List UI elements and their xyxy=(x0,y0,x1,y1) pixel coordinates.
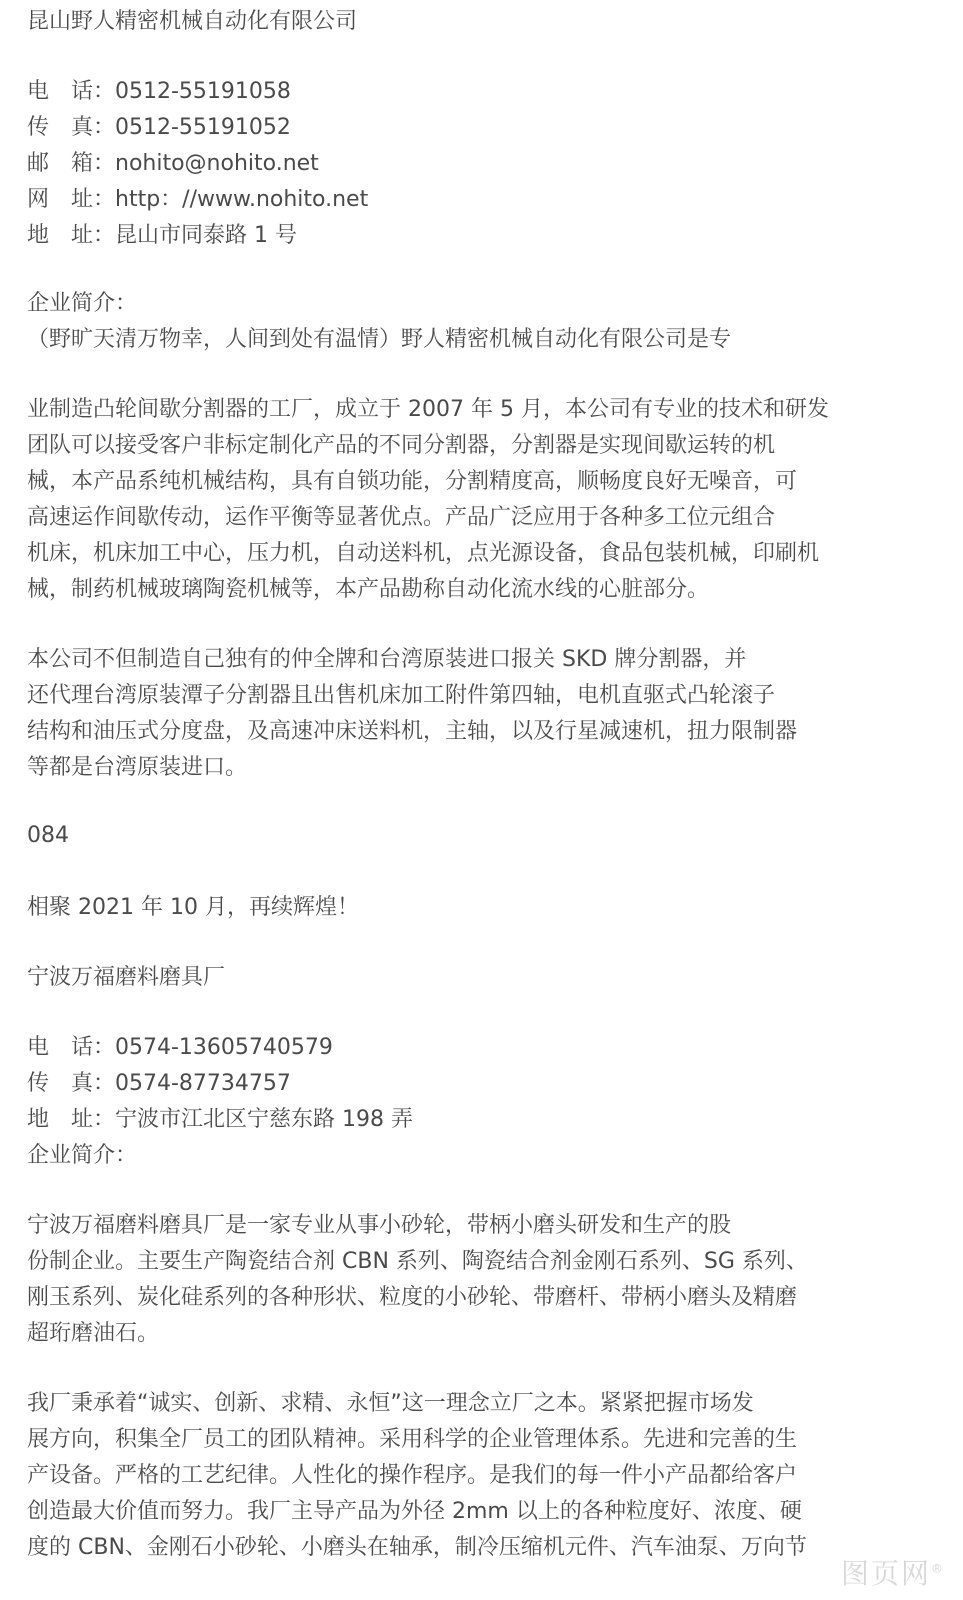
company2-para1-line: 份制企业。主要生产陶瓷结合剂 CBN 系列、陶瓷结合剂金刚石系列、SG 系列、 xyxy=(27,1249,808,1274)
company1-intro-line: （野旷天清万物幸，人间到处有温情）野人精密机械自动化有限公司是专 xyxy=(27,327,732,352)
company1-para1-line: 机床，机床加工中心，压力机，自动送料机，点光源设备，食品包装机械，印刷机 xyxy=(27,541,820,566)
company1-para1-line: 械，制药机械玻璃陶瓷机械等，本产品勘称自动化流水线的心脏部分。 xyxy=(27,577,710,602)
company2-para2-line: 我厂秉承着“诚实、创新、求精、永恒”这一理念立厂之本。紧紧把握市场发 xyxy=(27,1391,754,1416)
slogan: 相聚 2021 年 10 月，再续辉煌！ xyxy=(27,895,359,920)
company1-para1-line: 械，本产品系纯机械结构，具有自锁功能，分割精度高，顺畅度良好无噪音，可 xyxy=(27,469,798,494)
company1-para1-line: 高速运作间歇传动，运作平衡等显著优点。产品广泛应用于各种多工位元组合 xyxy=(27,505,776,530)
company2-para2-line: 创造最大价值而努力。我厂主导产品为外径 2mm 以上的各种粒度好、浓度、硬 xyxy=(27,1499,802,1524)
company1-name: 昆山野人精密机械自动化有限公司 xyxy=(27,9,358,34)
company2-name: 宁波万福磨料磨具厂 xyxy=(27,965,226,990)
company2-phone: 电 话：0574-13605740579 xyxy=(27,1035,333,1060)
watermark-text: 图页网 xyxy=(840,1557,931,1590)
company1-website: 网 址：http：//www.nohito.net xyxy=(27,187,369,212)
company1-para1-line: 团队可以接受客户非标定制化产品的不同分割器，分割器是实现间歇运转的机 xyxy=(27,433,776,458)
company1-fax: 传 真：0512-55191052 xyxy=(27,115,291,140)
company2-intro-label: 企业简介： xyxy=(27,1143,138,1168)
company2-para2-line: 展方向，积集全厂员工的团队精神。采用科学的企业管理体系。先进和完善的生 xyxy=(27,1427,798,1452)
company1-para2-line: 等都是台湾原装进口。 xyxy=(27,755,248,780)
company1-phone: 电 话：0512-55191058 xyxy=(27,79,291,104)
company2-fax: 传 真：0574-87734757 xyxy=(27,1071,291,1096)
company1-intro-label: 企业简介： xyxy=(27,291,138,316)
company2-address: 地 址：宁波市江北区宁慈东路 198 弄 xyxy=(27,1107,413,1132)
watermark-logo xyxy=(841,1552,945,1592)
company2-para2-line: 产设备。严格的工艺纪律。人性化的操作程序。是我们的每一件小产品都给客户 xyxy=(27,1463,798,1488)
company1-para2-line: 结构和油压式分度盘，及高速冲床送料机，主轴，以及行星减速机，扭力限制器 xyxy=(27,719,798,744)
page-number: 084 xyxy=(27,823,69,848)
company2-para1-line: 刚玉系列、炭化硅系列的各种形状、粒度的小砂轮、带磨杆、带柄小磨头及精磨 xyxy=(27,1285,798,1310)
company2-para1-line: 超珩磨油石。 xyxy=(27,1321,160,1346)
company1-para2-line: 还代理台湾原装潭子分割器且出售机床加工附件第四轴，电机直驱式凸轮滚子 xyxy=(27,683,776,708)
company2-para2-line: 度的 CBN、金刚石小砂轮、小磨头在轴承，制冷压缩机元件、汽车油泵、万向节 xyxy=(27,1535,807,1560)
company1-para1-line: 业制造凸轮间歇分割器的工厂，成立于 2007 年 5 月，本公司有专业的技术和研发 xyxy=(27,397,829,422)
company1-email: 邮 箱：nohito@nohito.net xyxy=(27,151,319,176)
registered-mark-icon: ® xyxy=(931,1561,945,1576)
company1-address: 地 址：昆山市同泰路 1 号 xyxy=(27,223,297,248)
company1-para2-line: 本公司不但制造自己独有的仲全牌和台湾原装进口报关 SKD 牌分割器，并 xyxy=(27,647,747,672)
company2-para1-line: 宁波万福磨料磨具厂是一家专业从事小砂轮，带柄小磨头研发和生产的股 xyxy=(27,1213,732,1238)
